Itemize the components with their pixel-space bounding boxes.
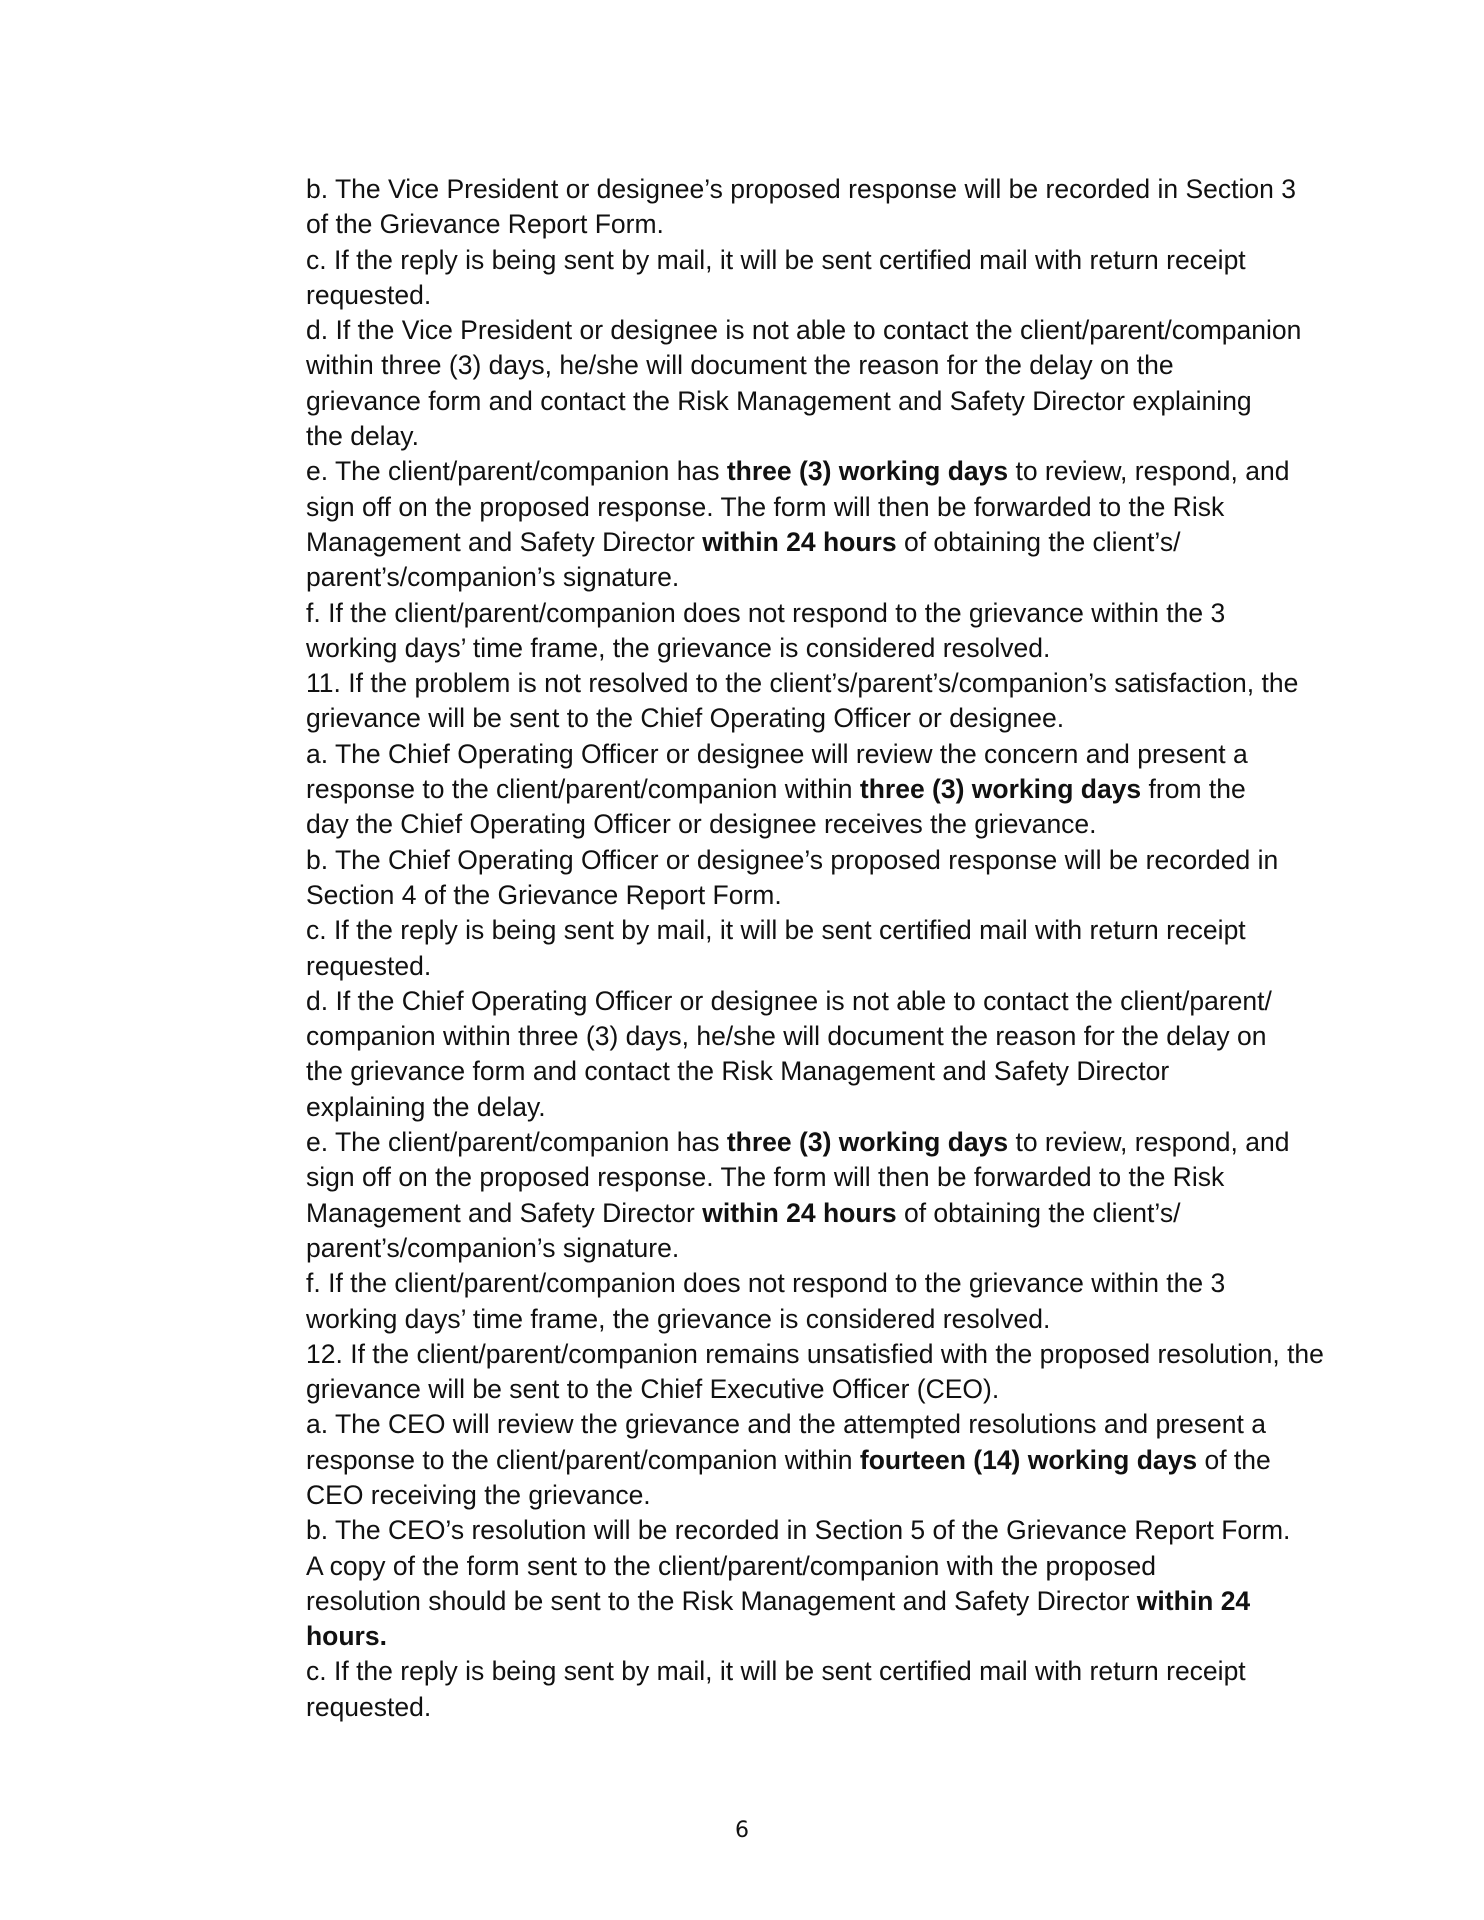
- text-line: [306, 984, 1346, 1019]
- text-line: [306, 1266, 1346, 1301]
- text-line: [306, 1584, 1346, 1619]
- bold-text-segment: three (3) working days: [859, 774, 1142, 805]
- text-line: [306, 1690, 1346, 1725]
- text-segment: requested.: [306, 279, 432, 310]
- text-line: [306, 454, 1346, 489]
- text-line: [306, 1513, 1346, 1548]
- text-line: [306, 172, 1346, 207]
- text-segment: the delay.: [306, 421, 419, 452]
- text-line: [306, 1478, 1346, 1513]
- text-segment: f. If the client/parent/companion does not respond to the grievance within the 3: [306, 597, 1226, 628]
- text-line: [306, 525, 1346, 560]
- text-segment: grievance will be sent to the Chief Executive Officer (CEO).: [306, 1374, 1000, 1405]
- text-segment: 12. If the client/parent/companion remains unsatisfied with the proposed resolution, the: [306, 1338, 1324, 1369]
- text-segment: parent’s/companion’s signature.: [306, 1232, 680, 1263]
- text-segment: within three (3) days, he/she will document the reason for the delay on the: [306, 350, 1174, 381]
- text-line: [306, 701, 1346, 736]
- text-line: [306, 348, 1346, 383]
- text-segment: grievance form and contact the Risk Management and Safety Director explaining: [306, 385, 1252, 416]
- text-line: [306, 1337, 1346, 1372]
- text-segment: working days’ time frame, the grievance is considered resolved.: [306, 632, 1051, 663]
- text-line: [306, 490, 1346, 525]
- text-segment: b. The Chief Operating Officer or designee’s proposed response will be recorded in: [306, 844, 1279, 875]
- text-segment: companion within three (3) days, he/she will document the reason for the delay on: [306, 1021, 1267, 1052]
- bold-text-segment: fourteen (14) working days: [859, 1444, 1198, 1475]
- text-line: [306, 207, 1346, 242]
- text-segment: Management and Safety Director: [306, 526, 703, 557]
- text-line: [306, 631, 1346, 666]
- text-line: [306, 807, 1346, 842]
- text-segment: to review, respond, and: [1008, 1127, 1290, 1158]
- text-segment: day the Chief Operating Officer or designee receives the grievance.: [306, 809, 1097, 840]
- text-line: [306, 1654, 1346, 1689]
- text-segment: b. The CEO’s resolution will be recorded in Section 5 of the Grievance Report Form.: [306, 1515, 1291, 1546]
- text-segment: a. The CEO will review the grievance and the attempted resolutions and present a: [306, 1409, 1266, 1440]
- text-line: [306, 1619, 1346, 1654]
- body-text: [306, 172, 1346, 1725]
- bold-text-segment: within 24: [1136, 1585, 1251, 1616]
- text-line: [306, 1302, 1346, 1337]
- text-line: [306, 666, 1346, 701]
- text-line: [306, 1443, 1346, 1478]
- text-segment: Section 4 of the Grievance Report Form.: [306, 879, 782, 910]
- text-segment: the grievance form and contact the Risk Management and Safety Director: [306, 1056, 1170, 1087]
- text-segment: grievance will be sent to the Chief Operating Officer or designee.: [306, 703, 1065, 734]
- text-line: [306, 1019, 1346, 1054]
- text-segment: parent’s/companion’s signature.: [306, 562, 680, 593]
- text-line: [306, 596, 1346, 631]
- text-segment: A copy of the form sent to the client/parent/companion with the proposed: [306, 1550, 1156, 1581]
- text-line: [306, 1549, 1346, 1584]
- text-segment: of obtaining the client’s/: [896, 1197, 1181, 1228]
- text-segment: explaining the delay.: [306, 1091, 546, 1122]
- text-segment: of obtaining the client’s/: [896, 526, 1181, 557]
- bold-text-segment: within 24 hours: [702, 526, 897, 557]
- text-line: [306, 243, 1346, 278]
- text-segment: e. The client/parent/companion has: [306, 1127, 727, 1158]
- text-line: [306, 913, 1346, 948]
- text-segment: from the: [1141, 774, 1246, 805]
- text-line: [306, 1407, 1346, 1442]
- text-segment: requested.: [306, 950, 432, 981]
- text-line: [306, 772, 1346, 807]
- text-line: [306, 1090, 1346, 1125]
- text-segment: working days’ time frame, the grievance is considered resolved.: [306, 1303, 1051, 1334]
- text-segment: resolution should be sent to the Risk Management and Safety Director: [306, 1585, 1137, 1616]
- text-segment: of the: [1197, 1444, 1271, 1475]
- text-segment: c. If the reply is being sent by mail, it will be sent certified mail with return receipt: [306, 1656, 1246, 1687]
- text-segment: a. The Chief Operating Officer or designee will review the concern and present a: [306, 738, 1248, 769]
- text-line: [306, 1160, 1346, 1195]
- text-segment: c. If the reply is being sent by mail, it will be sent certified mail with return receipt: [306, 244, 1246, 275]
- text-segment: response to the client/parent/companion within: [306, 774, 860, 805]
- text-segment: f. If the client/parent/companion does not respond to the grievance within the 3: [306, 1268, 1226, 1299]
- text-segment: b. The Vice President or designee’s proposed response will be recorded in Section 3: [306, 174, 1296, 204]
- text-line: [306, 843, 1346, 878]
- text-segment: d. If the Chief Operating Officer or designee is not able to contact the client/parent/: [306, 985, 1272, 1016]
- text-segment: to review, respond, and: [1008, 456, 1290, 487]
- bold-text-segment: three (3) working days: [726, 456, 1009, 487]
- text-line: [306, 1196, 1346, 1231]
- text-line: [306, 278, 1346, 313]
- text-segment: requested.: [306, 1691, 432, 1722]
- bold-text-segment: three (3) working days: [726, 1127, 1009, 1158]
- text-line: [306, 384, 1346, 419]
- text-segment: of the Grievance Report Form.: [306, 209, 664, 240]
- text-line: [306, 313, 1346, 348]
- text-line: [306, 560, 1346, 595]
- text-line: [306, 1372, 1346, 1407]
- text-line: [306, 1231, 1346, 1266]
- text-segment: c. If the reply is being sent by mail, it will be sent certified mail with return receipt: [306, 915, 1246, 946]
- text-line: [306, 737, 1346, 772]
- text-segment: CEO receiving the grievance.: [306, 1479, 651, 1510]
- text-line: [306, 419, 1346, 454]
- text-line: [306, 878, 1346, 913]
- text-line: [306, 949, 1346, 984]
- text-line: [306, 1125, 1346, 1160]
- bold-text-segment: hours.: [306, 1621, 387, 1652]
- bold-text-segment: within 24 hours: [702, 1197, 897, 1228]
- text-segment: response to the client/parent/companion within: [306, 1444, 860, 1475]
- text-segment: 11. If the problem is not resolved to the client’s/parent’s/companion’s satisfaction, the: [306, 668, 1299, 699]
- page-number: 6: [735, 1818, 749, 1843]
- text-segment: Management and Safety Director: [306, 1197, 703, 1228]
- text-segment: d. If the Vice President or designee is not able to contact the client/parent/companion: [306, 315, 1302, 346]
- text-segment: e. The client/parent/companion has: [306, 456, 727, 487]
- text-line: [306, 1054, 1346, 1089]
- text-segment: sign off on the proposed response. The form will then be forwarded to the Risk: [306, 1162, 1225, 1193]
- text-segment: sign off on the proposed response. The form will then be forwarded to the Risk: [306, 491, 1225, 522]
